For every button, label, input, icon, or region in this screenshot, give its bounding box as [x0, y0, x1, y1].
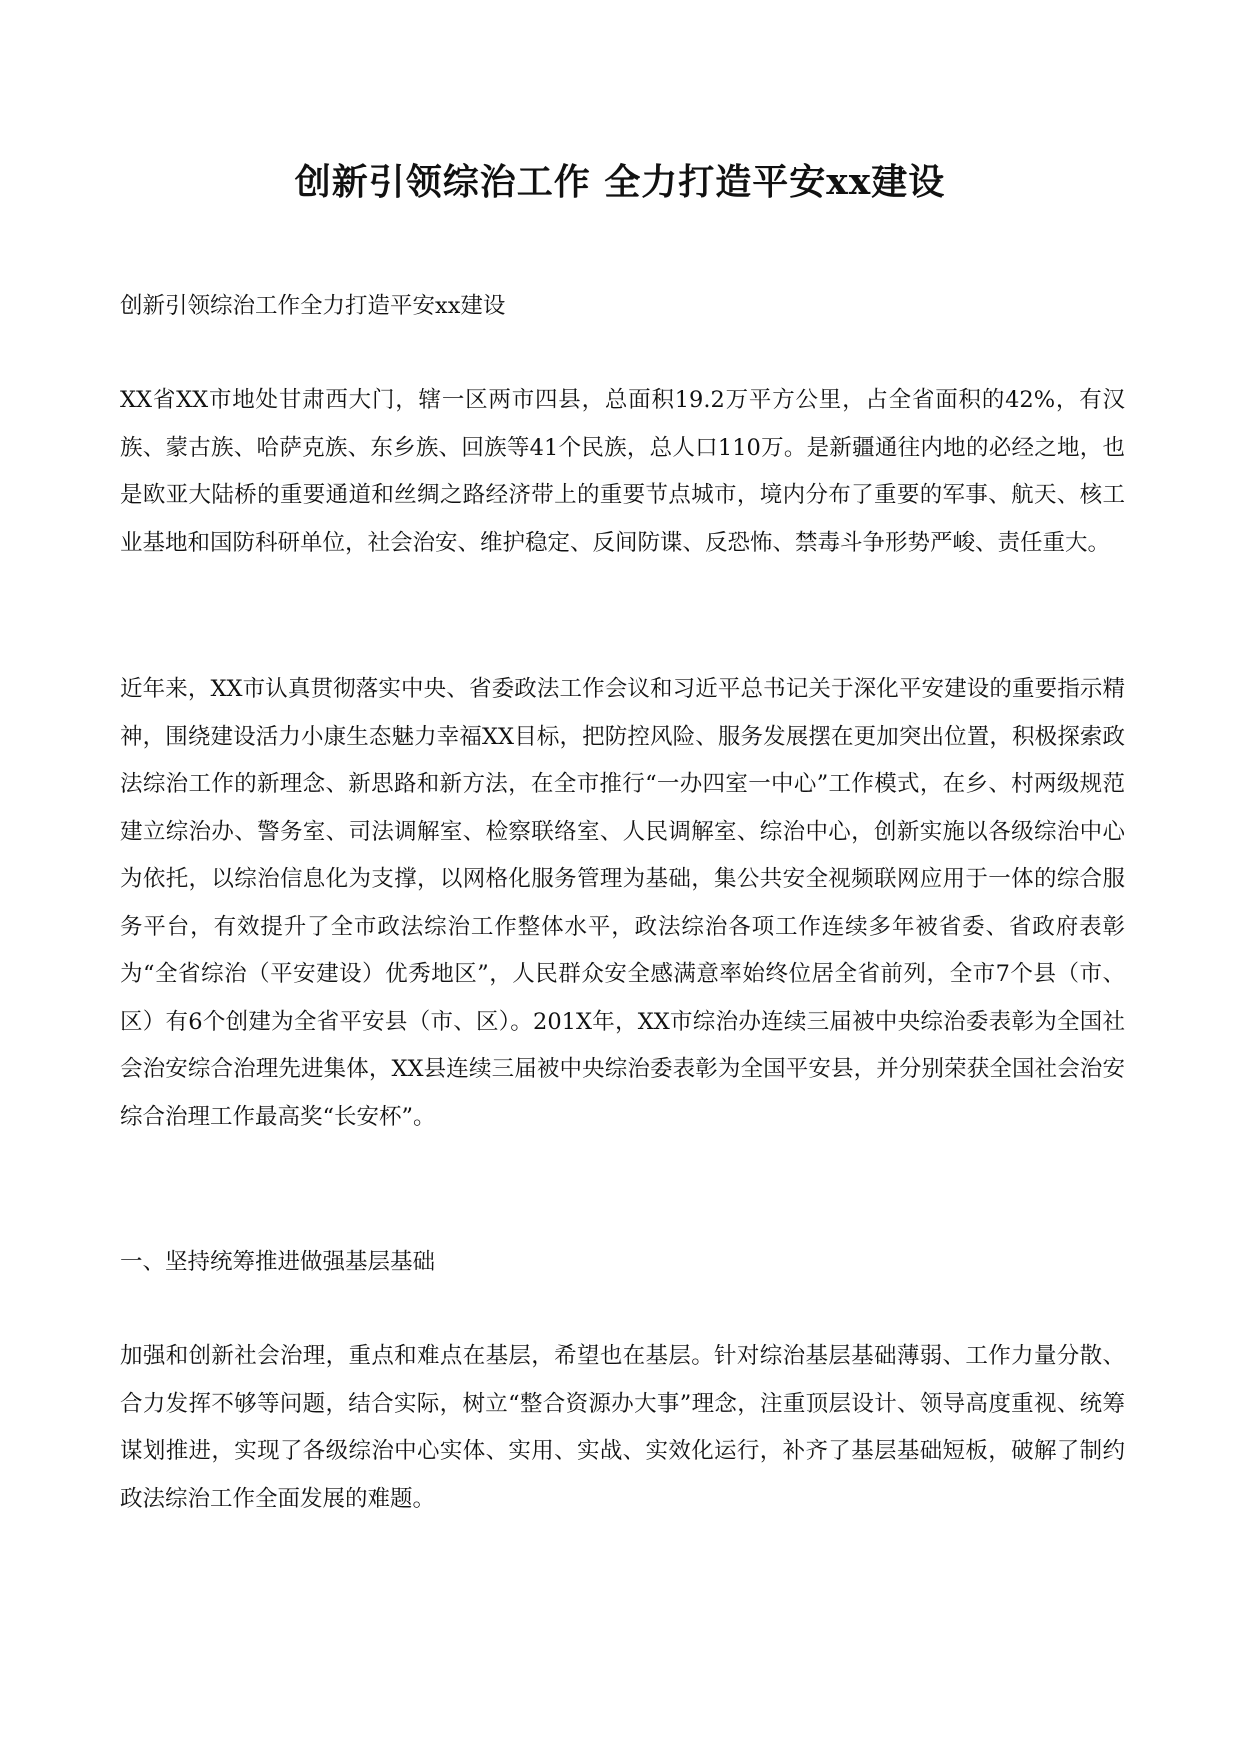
document-title: 创新引领综治工作 全力打造平安xx建设: [294, 161, 946, 203]
paragraph-intro: XX省XX市地处甘肃西大门，辖一区两市四县，总面积19.2万平方公里，占全省面积的42%，有汉族、蒙古族、哈萨克族、东乡族、回族等41个民族，总人口110万。是新疆通往内地的必经之地，也是欧亚大陆桥的重要通道和丝绸之路经济带上的重要节点城市，境内分布了重要的军事、航天、核工业基地和国防科研单位，社会治安、维护稳定、反间防谍、反恐怖、禁毒斗争形势严峻、责任重大。: [120, 387, 1125, 556]
paragraph-achievements: 近年来，XX市认真贯彻落实中央、省委政法工作会议和习近平总书记关于深化平安建设的重要指示精神，围绕建设活力小康生态魅力幸福XX目标，把防控风险、服务发展摆在更加突出位置，积极探索政法综治工作的新理念、新思路和新方法，在全市推行“一办四室一中心”工作模式，在乡、村两级规范建立综治办、警务室、司法调解室、检察联络室、人民调解室、综治中心，创新实施以各级综治中心为依托，以综治信息化为支撑，以网格化服务管理为基础，集公共安全视频联网应用于一体的综合服务平台，有效提升了全市政法综治工作整体水平，政法综治各项工作连续多年被省委、省政府表彰为“全省综治（平安建设）优秀地区”，人民群众安全感满意率始终位居全省前列，全市7个县（市、区）有6个创建为全省平安县（市、区）。201X年，XX市综治办连续三届被中央综治委表彰为全国社会治安综合治理先进集体，XX县连续三届被中央综治委表彰为全国平安县，并分别荣获全国社会治安综合治理工作最高奖“长安杯”。: [120, 676, 1125, 1130]
section-heading: 一、坚持统筹推进做强基层基础: [120, 1249, 436, 1275]
paragraph-section-one: 加强和创新社会治理，重点和难点在基层，希望也在基层。针对综治基层基础薄弱、工作力量分散、合力发挥不够等问题，结合实际，树立“整合资源办大事”理念，注重顶层设计、领导高度重视、统筹谋划推进，实现了各级综治中心实体、实用、实战、实效化运行，补齐了基层基础短板，破解了制约政法综治工作全面发展的难题。: [120, 1343, 1125, 1512]
document-subtitle: 创新引领综治工作全力打造平安xx建设: [120, 293, 506, 319]
